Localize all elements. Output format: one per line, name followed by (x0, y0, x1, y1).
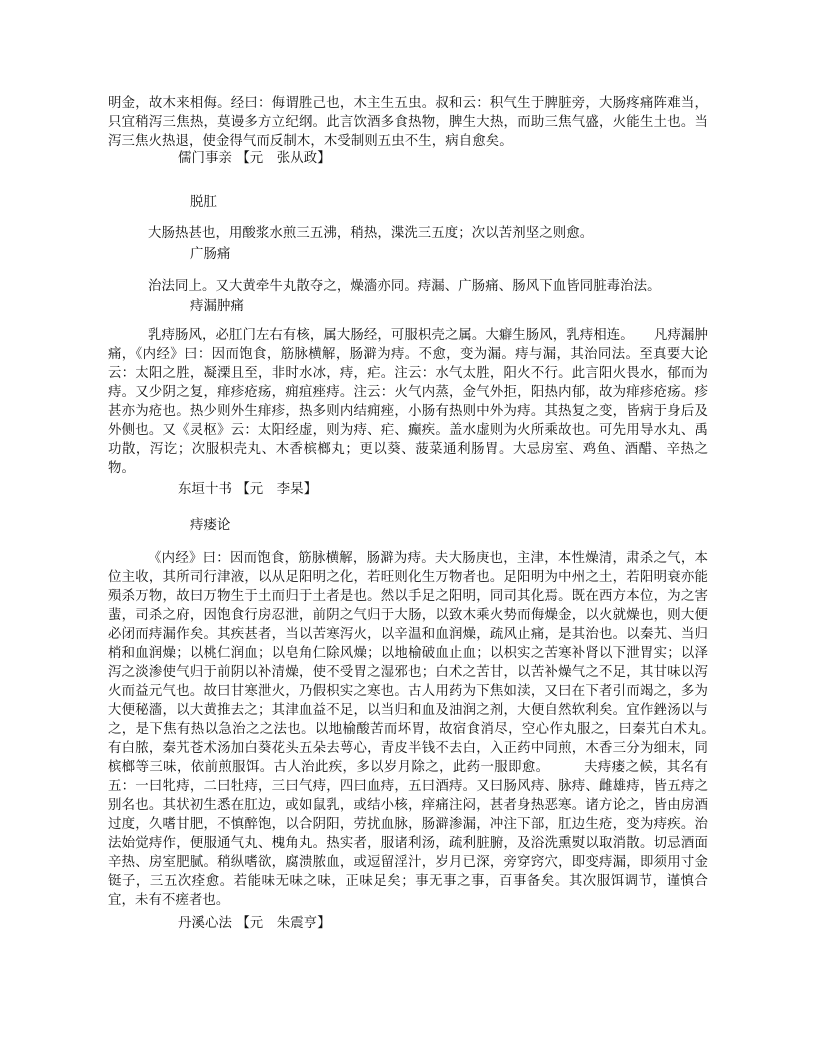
section-heading-tuogang: 脱肛 (190, 195, 217, 210)
paragraph-guangchangtong: 治法同上。又大黄牵牛丸散夺之，燥濇亦同。痔漏、广肠痛、肠风下血皆同脏毒治法。 (148, 279, 661, 294)
book-title-dongyuan-shishu: 东垣十书 【元 李杲】 (178, 482, 318, 497)
book-title-rumen-shiqin: 儒门事亲 【元 张从政】 (178, 151, 331, 166)
paragraph-zhilou-zhongtong: 乳痔肠风，必肛门左右有核，属大肠经，可服枳壳之属。大癖生肠风，乳痔相连。 凡痔漏肿痛，《内经》曰：因而饱食，筋脉横解，肠澼为痔。不愈，变为漏。痔与漏，其治同法。至真要大论云：太阳之胜，凝溧且至，非时水冰，痔，疟。注云：水气太胜，阳火不行。此言阳火畏水，郁而为痔。又少阴之复，痱疹疮疡，痈疽痤痔。注云：火气内蒸，金气外拒，阳热内郁，故为痱疹疮疡。疹甚亦为疮也。热少则外生痱疹，热多则内结痈痤，小肠有热则中外为痔。其热复之变，皆病于身后及外侧也。又《灵枢》云：太阳经虚，则为痔、疟、癫疾。盖水虚则为火所乘故也。可先用导水丸、禹功散，泻讫；次服枳壳丸、木香槟榔丸；更以葵、菠菜通利肠胃。大忌房室、鸡鱼、酒醋、辛热之物。 (108, 328, 708, 476)
paragraph-zhilou-lun: 《内经》曰：因而饱食，筋脉横解，肠澼为痔。夫大肠庚也，主津，本性燥清，肃杀之气，本位主收，其所司行津液，以从足阳明之化，若旺则化生万物者也。足阳明为中州之土，若阳明衰亦能殒杀万物，故曰万物生于土而归于土者是也。然以手足之阳明，同司其化焉。既在西方本位，为之害蜚，司杀之府，因饱食行房忍泄，前阴之气归于大肠，以致木乘火势而侮燥金，以火就燥也，则大便必闭而痔漏作矣。其疾甚者，当以苦寒泻火，以辛温和血润燥，疏风止痛，是其治也。以秦艽、当归梢和血润燥；以桃仁润血；以皂角仁除风燥；以地榆破血止血；以枳实之苦寒补肾以下泄胃实；以泽泻之淡渗使气归于前阴以补清燥，使不受胃之湿邪也；白术之苦甘，以苦补燥气之不足，其甘味以泻火而益元气也。故曰甘寒泄火，乃假枳实之寒也。古人用药为下焦如渎，又曰在下者引而竭之，多为大便秘濇，以大黄推去之；其津血益不足，以当归和血及油润之剂，大便自然软利矣。宜作銼汤以与之，是下焦有热以急治之之法也。以地榆酸苦而坏胃，故宿食消尽，空心作丸服之，曰秦艽白术丸。 有白脓，秦艽苍术汤加白葵花头五朵去萼心，青皮半钱不去白，入正药中同煎，木香三分为细末，同槟榔等三味，依前煎服饵。古人治此疾，多以岁月除之，此药一服即愈。 夫痔瘘之候，其名有五：一曰牝痔，二曰牡痔，三曰气痔，四曰血痔，五曰酒痔。又曰肠风痔、脉痔、雌雄痔，皆五痔之别名也。其状初生悉在肛边，或如鼠乳，或结小核，痒痛注闷，甚者身热恶寒。诸方论之，皆由房酒过度，久嗜甘肥，不慎醉饱，以合阴阳，劳扰血脉，肠澼渗漏，冲注下部，肛边生疮，变为痔疾。治法始觉痔作，便服通气丸、槐角丸。热实者，服诸利汤，疏利脏腑，及浴洗熏熨以取消散。切忌酒面辛热、房室肥腻。稍纵嗜欲，腐溃脓血，或逗留淫汁，岁月已深，旁穿窍穴，即变痔漏，即须用寸金铤子，三五次痊愈。若能味无味之味，正味足矣；事无事之事，百事备矣。其次服饵调节，谨慎合宜，未有不瘥者也。 (108, 551, 749, 908)
section-heading-zhilou-zhongtong: 痔漏肿痛 (190, 299, 244, 314)
paragraph-tuogang: 大肠热甚也，用酸浆水煎三五沸，稍热，渫洗三五度；次以苦剂坚之则愈。 (148, 226, 594, 241)
section-heading-zhilou-lun: 痔瘘论 (190, 518, 231, 533)
book-title-danxi-xinfa: 丹溪心法 【元 朱震亨】 (178, 916, 331, 931)
section-heading-guangchangtong: 广肠痛 (190, 247, 231, 262)
paragraph-intro: 明金，故木来相侮。经曰：侮谓胜己也，木主生五虫。叔和云：积气生于脾脏旁，大肠疼痛阵难当，只宜稍泻三焦热，莫谩多方立纪纲。此言饮酒多食热物，脾生大热，而助三焦气盛，火能生土也。当泻三焦火热退，使金得气而反制木，木受制则五虫不生，病自愈矣。 (108, 96, 708, 149)
